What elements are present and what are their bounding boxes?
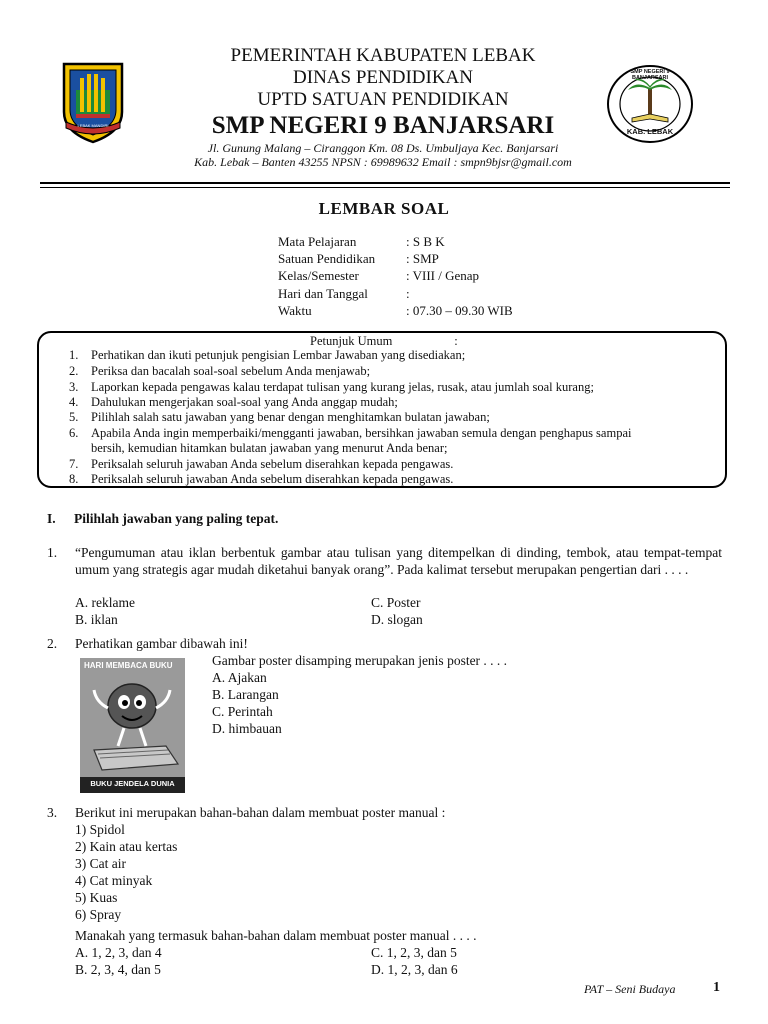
question-2-option-d: D. himbauan [212, 721, 282, 736]
school-logo [606, 64, 694, 144]
meta-label: Satuan Pendidikan [278, 251, 376, 266]
header-address-line1: Jl. Gunung Malang – Ciranggon Km. 08 Ds. Umbuljaya Kec. Banjarsari [207, 141, 559, 155]
instructions-title: Petunjuk Umum : [310, 334, 458, 348]
question-2-option-b: B. Larangan [212, 687, 279, 702]
lebak-regency-logo [60, 60, 126, 144]
question-3-option-a: A. 1, 2, 3, dan 4 [75, 945, 162, 960]
instruction-item: 4. Dahulukan mengerjakan soal-soal yang Anda anggap mudah; [69, 395, 398, 409]
poster-top-text: HARI MEMBACA BUKU [84, 661, 173, 670]
meta-label: Kelas/Semester [278, 268, 359, 283]
question-1-option-a: A. reklame [75, 595, 135, 610]
poster-bottom-text: BUKU JENDELA DUNIA [90, 779, 175, 788]
question-1-text: “Pengumuman atau iklan berbentuk gambar atau tulisan yang ditempelkan di dinding, tembok, atau tempat-tempat umum yang strategis agar mudah diketahui banyak orang”. Pada kalimat tersebut merupakan pengertian dari . . . . [75, 545, 722, 577]
header-department: DINAS PENDIDIKAN [293, 67, 473, 88]
question-2-option-a: A. Ajakan [212, 670, 267, 685]
meta-row-class [278, 267, 479, 284]
question-3-number: 3. [47, 805, 58, 820]
meta-value: : VIII / Genap [406, 268, 480, 283]
header-rule-thin [40, 187, 730, 188]
instruction-item: 6. Apabila Anda ingin memperbaiki/mengganti jawaban, bersihkan jawaban semula dengan penghapus sampai [69, 426, 632, 440]
meta-row-time [278, 302, 513, 319]
instruction-item: 3. Laporkan kepada pengawas kalau terdapat tulisan yang kurang jelas, rusak, atau jumlah soal kurang; [69, 380, 594, 394]
meta-label: Waktu [278, 303, 312, 318]
meta-value: : S B K [406, 234, 445, 249]
question-3-item: 1) Spidol [75, 822, 125, 837]
question-1-option-c: C. Poster [371, 595, 421, 610]
footer-subject: PAT – Seni Budaya [584, 982, 676, 996]
section-heading: I. Pilihlah jawaban yang paling tepat. [47, 511, 279, 526]
question-3-option-d: D. 1, 2, 3, dan 6 [371, 962, 458, 977]
instruction-item: 5. Pilihlah salah satu jawaban yang benar dengan menghitamkan bulatan jawaban; [69, 410, 490, 424]
question-2-option-c: C. Perintah [212, 704, 273, 719]
header-address-line2: Kab. Lebak – Banten 43255 NPSN : 69989632 Email : smpn9bjsr@gmail.com [194, 155, 572, 169]
question-3-item: 5) Kuas [75, 890, 118, 905]
question-3-item: 3) Cat air [75, 856, 126, 871]
question-3-item: 6) Spray [75, 907, 122, 922]
document-title: LEMBAR SOAL [318, 199, 450, 218]
meta-label: Mata Pelajaran [278, 234, 357, 249]
question-3-option-c: C. 1, 2, 3, dan 5 [371, 945, 457, 960]
question-3-ask: Manakah yang termasuk bahan-bahan dalam membuat poster manual . . . . [75, 928, 477, 943]
question-3-option-b: B. 2, 3, 4, dan 5 [75, 962, 161, 977]
header-government: PEMERINTAH KABUPATEN LEBAK [230, 45, 536, 66]
question-2-number: 2. [47, 636, 58, 651]
meta-value: : SMP [406, 251, 439, 266]
instruction-item: 2. Periksa dan bacalah soal-soal sebelum Anda menjawab; [69, 364, 371, 378]
question-1-option-b: B. iklan [75, 612, 118, 627]
question-3-item: 2) Kain atau kertas [75, 839, 178, 854]
header-rule-thick [40, 182, 730, 184]
left-logo-banner-text: LEBAK MANDIRI [77, 123, 109, 128]
meta-value: : [406, 286, 410, 301]
page-number: 1 [713, 980, 720, 995]
header-unit: UPTD SATUAN PENDIDIKAN [257, 89, 509, 110]
instruction-item-continuation: bersih, kemudian hitamkan bulatan jawaban yang menurut Anda benar; [91, 441, 448, 455]
meta-row-subject [278, 233, 445, 250]
header-school-name: SMP NEGERI 9 BANJARSARI [211, 112, 555, 139]
meta-label: Hari dan Tanggal [278, 286, 368, 301]
instruction-item: 1. Perhatikan dan ikuti petunjuk pengisian Lembar Jawaban yang disediakan; [69, 348, 466, 362]
question-2-text: Perhatikan gambar dibawah ini! [75, 636, 248, 651]
instruction-item: 8. Periksalah seluruh jawaban Anda sebelum diserahkan kepada pengawas. [69, 472, 454, 486]
question-1-number: 1. [47, 545, 58, 560]
school-logo-top-text: SMP NEGERI 9 BANJARSARI [630, 69, 670, 81]
instruction-item: 7. Periksalah seluruh jawaban Anda sebelum diserahkan kepada pengawas. [69, 457, 454, 471]
meta-value: : 07.30 – 09.30 WIB [406, 303, 513, 318]
meta-row-date [278, 285, 410, 302]
question-3-item: 4) Cat minyak [75, 873, 153, 888]
reading-poster-image [80, 658, 185, 793]
question-1-option-d: D. slogan [371, 612, 423, 627]
meta-row-unit [278, 250, 439, 267]
question-3-text: Berikut ini merupakan bahan-bahan dalam membuat poster manual : [75, 805, 446, 820]
school-logo-bottom-text: KAB. LEBAK [626, 127, 674, 136]
question-2-side-text: Gambar poster disamping merupakan jenis poster . . . . [212, 653, 508, 668]
